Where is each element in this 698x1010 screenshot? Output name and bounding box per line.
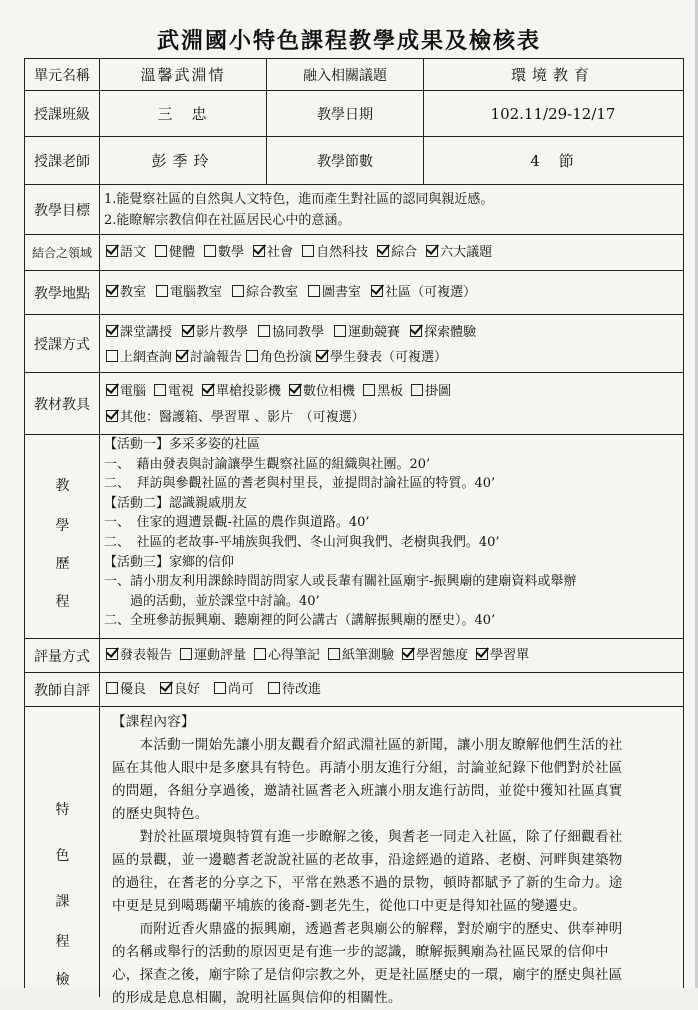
process-row xyxy=(25,435,683,639)
material-option[interactable] xyxy=(287,384,355,399)
feature-label-char: 色 xyxy=(55,848,70,864)
assessment-option[interactable] xyxy=(178,648,246,663)
option-label: 單槍投影機 xyxy=(216,384,282,399)
process-line: 一、 住家的週遭景觀-社區的農作與道路。40’ xyxy=(104,515,370,531)
feature-label-char: 特 xyxy=(55,802,70,818)
methods-label: 授課方式 xyxy=(25,315,100,372)
method-option[interactable] xyxy=(104,325,172,340)
option-label: 良好 xyxy=(174,682,201,697)
unit-label: 單元名稱 xyxy=(25,59,100,90)
domain-option[interactable] xyxy=(202,245,244,260)
checkbox[interactable] xyxy=(377,245,389,257)
checkbox[interactable] xyxy=(426,245,438,257)
page-title: 武淵國小特色課程教學成果及檢核表 xyxy=(156,29,541,54)
feature-heading: 【課程內容】 xyxy=(112,714,195,730)
checkbox[interactable] xyxy=(156,285,168,297)
method-option[interactable] xyxy=(332,325,400,340)
methods-options xyxy=(100,315,683,372)
teacher-row xyxy=(25,137,683,185)
goal-item: 1.能覺察社區的自然與人文特色，進而產生對社區的認同與親近感。 xyxy=(104,192,494,207)
class-value: 三 忠 xyxy=(100,91,267,136)
feature-line: 的形成是息息相關，說明社區與信仰的相關性。 xyxy=(112,990,402,1006)
location-option[interactable] xyxy=(230,285,298,300)
option-label: 探索體驗 xyxy=(424,325,477,340)
feature-line: 本活動一開始先讓小朋友觀看介紹武淵社區的新聞，讓小朋友瞭解他們生活的社 xyxy=(112,737,623,753)
checkbox[interactable] xyxy=(308,285,320,297)
locations-label: 教學地點 xyxy=(25,271,100,314)
domains-row xyxy=(25,235,683,271)
process-line: 二、 社區的老故事-平埔族與我們、冬山河與我們、老樹與我們。40’ xyxy=(104,534,500,550)
assessment-option[interactable] xyxy=(400,648,468,663)
locations-options xyxy=(100,271,683,314)
option-label: 健體 xyxy=(169,245,196,260)
locations-row xyxy=(25,271,683,315)
assessment-option[interactable] xyxy=(104,648,172,663)
domain-option[interactable] xyxy=(375,245,417,260)
checkbox[interactable] xyxy=(214,682,226,694)
method-option[interactable] xyxy=(244,350,312,365)
periods-value: 4 節 xyxy=(530,152,576,170)
material-option[interactable] xyxy=(409,384,451,399)
option-label: 社區（可複選） xyxy=(385,285,477,300)
material-option[interactable] xyxy=(152,384,194,399)
checkbox[interactable] xyxy=(253,245,265,257)
process-line: 一、請小朋友利用課餘時間訪問家人或長輩有關社區廟宇-振興廟的建廟資料或舉辦 xyxy=(104,574,577,590)
checkbox[interactable] xyxy=(258,325,270,337)
materials-label: 教材教具 xyxy=(25,373,100,434)
method-option[interactable] xyxy=(104,350,172,365)
domains-label: 結合之領域 xyxy=(25,235,100,270)
topic-label: 融入相關議題 xyxy=(267,59,424,90)
class-row xyxy=(25,91,683,137)
checkbox[interactable] xyxy=(268,682,280,694)
process-line: 【活動一】多采多姿的社區 xyxy=(104,437,261,452)
checkbox[interactable] xyxy=(176,350,188,362)
evaluation-form xyxy=(24,58,684,1006)
checkbox[interactable] xyxy=(106,245,118,257)
option-label: 影片教學 xyxy=(196,325,249,340)
process-line: 【活動二】認識親戚朋友 xyxy=(104,495,248,511)
checkbox[interactable] xyxy=(316,350,328,362)
method-option[interactable] xyxy=(408,325,476,340)
option-label: 心得筆記 xyxy=(268,648,321,663)
checkbox[interactable] xyxy=(232,285,244,297)
process-content xyxy=(100,435,683,638)
goals-label: 教學目標 xyxy=(25,185,100,234)
option-label: 課堂講授 xyxy=(120,325,173,340)
location-option[interactable] xyxy=(104,285,146,300)
option-label: 優良 xyxy=(120,682,147,697)
option-label: 自然科技 xyxy=(316,245,369,260)
method-option[interactable] xyxy=(180,325,248,340)
option-label: 綜合 xyxy=(391,245,418,260)
checkbox[interactable] xyxy=(402,648,414,660)
process-line: 過的活動，並於課堂中討論。40’ xyxy=(104,593,320,609)
unit-value: 溫馨武淵情 xyxy=(100,59,267,90)
date-value: 102.11/29-12/17 xyxy=(490,104,616,123)
domains-options xyxy=(100,235,683,270)
checkbox[interactable] xyxy=(202,384,214,396)
option-label: 學習態度 xyxy=(416,648,469,663)
option-label: 學習單 xyxy=(490,648,530,663)
assessment-option[interactable] xyxy=(326,648,394,663)
material-option[interactable] xyxy=(104,384,146,399)
unit-row xyxy=(25,59,683,91)
option-label: 尚可 xyxy=(228,682,255,697)
option-label: 待改進 xyxy=(282,682,322,697)
feature-line: 區在其他人眼中是多麼具有特色。再請小朋友進行分組，討論並紀錄下他們對於社區 xyxy=(112,760,623,776)
assessment-label: 評量方式 xyxy=(25,639,100,672)
date-label: 教學日期 xyxy=(267,91,424,136)
checkbox[interactable] xyxy=(254,648,266,660)
process-label-char: 教 xyxy=(55,478,70,494)
checkbox[interactable] xyxy=(289,384,301,396)
materials-row xyxy=(25,373,683,435)
class-label: 授課班級 xyxy=(25,91,100,136)
checkbox[interactable] xyxy=(106,410,118,422)
checkbox[interactable] xyxy=(371,285,383,297)
option-label: 電腦教室 xyxy=(170,285,223,300)
feature-line: 的名稱或舉行的活動的原因更是有進一步的認識，瞭解振興廟為社區民眾的信仰中 xyxy=(112,944,609,960)
checkbox[interactable] xyxy=(328,648,340,660)
feature-label xyxy=(25,707,100,997)
option-label: 社會 xyxy=(267,245,294,260)
goal-item: 2.能瞭解宗教信仰在社區居民心中的意涵。 xyxy=(104,213,351,228)
location-option[interactable] xyxy=(154,285,222,300)
option-label: 數位相機 xyxy=(303,384,356,399)
feature-line: 的歷史與特色。 xyxy=(112,806,209,822)
self-eval-label: 教師自評 xyxy=(25,673,100,706)
location-option[interactable] xyxy=(306,285,361,300)
option-label: 語文 xyxy=(120,245,147,260)
method-option[interactable] xyxy=(256,325,324,340)
option-label: 其他：醫護箱、學習單 、影片 （可複選） xyxy=(120,410,365,425)
feature-line: 而附近香火鼎盛的振興廟，透過耆老與廟公的解釋，對於廟宇的歷史、供奉神明 xyxy=(112,921,623,937)
teacher-label: 授課老師 xyxy=(25,137,100,184)
option-label: 六大議題 xyxy=(440,245,493,260)
checkbox[interactable] xyxy=(106,648,118,660)
option-label: 紙筆測驗 xyxy=(342,648,395,663)
feature-line: 的問題，各組分享過後，邀請社區耆老入班讓小朋友進行訪問，並從中獲知社區真實 xyxy=(112,783,623,799)
checkbox[interactable] xyxy=(204,245,216,257)
checkbox[interactable] xyxy=(180,648,192,660)
domain-option[interactable] xyxy=(300,245,368,260)
option-label: 協同教學 xyxy=(272,325,325,340)
checkbox[interactable] xyxy=(246,350,258,362)
option-label: 電視 xyxy=(168,384,195,399)
feature-line: 中更是見到噶瑪蘭平埔族的後裔-劉老先生，從他口中更是得知社區的變遷史。 xyxy=(112,898,587,914)
assessment-option[interactable] xyxy=(252,648,320,663)
feature-label-char: 程 xyxy=(55,934,70,950)
feature-content xyxy=(100,707,683,1010)
self-eval-row xyxy=(25,673,683,707)
goals-row xyxy=(25,185,683,235)
option-label: 學生發表（可複選） xyxy=(330,350,448,365)
checkbox[interactable] xyxy=(154,384,166,396)
material-option[interactable] xyxy=(200,384,281,399)
checkbox[interactable] xyxy=(182,325,194,337)
option-label: 討論報告 xyxy=(190,350,243,365)
feature-line: 心，探查之後，廟宇除了是信仰宗教之外，更是社區歷史的一環，廟宇的歷史與社區 xyxy=(112,967,623,983)
checkbox[interactable] xyxy=(160,682,172,694)
goals-content xyxy=(100,185,683,234)
domain-option[interactable] xyxy=(153,245,195,260)
process-label xyxy=(25,435,100,638)
process-label-char: 學 xyxy=(55,518,70,534)
process-line: 二、全班參訪振興廟、聽廟裡的阿公講古（講解振興廟的歷史）。40’ xyxy=(104,613,496,629)
domain-option[interactable] xyxy=(104,245,146,260)
feature-line: 對於社區環境與特質有進一步瞭解之後，與耆老一同走入社區，除了仔細觀看社 xyxy=(112,829,623,845)
process-label-char: 歷 xyxy=(55,556,70,572)
assessment-option[interactable] xyxy=(474,648,529,663)
process-label-char: 程 xyxy=(55,594,70,610)
checkbox[interactable] xyxy=(106,384,118,396)
feature-line: 的過往，在耆老的分享之下，平常在熟悉不過的景物，頓時都賦予了新的生命力。途 xyxy=(112,875,623,891)
method-option[interactable] xyxy=(174,350,242,365)
checkbox[interactable] xyxy=(410,325,422,337)
feature-row xyxy=(25,707,683,1006)
option-label: 運動評量 xyxy=(194,648,247,663)
material-option[interactable] xyxy=(104,410,365,425)
material-option[interactable] xyxy=(361,384,403,399)
location-option[interactable] xyxy=(369,285,476,300)
self-eval-option[interactable] xyxy=(158,682,200,697)
option-label: 數學 xyxy=(218,245,245,260)
checkbox[interactable] xyxy=(411,384,423,396)
method-option[interactable] xyxy=(314,350,447,365)
checkbox[interactable] xyxy=(106,682,118,694)
checkbox[interactable] xyxy=(302,245,314,257)
teacher-value: 彭季玲 xyxy=(100,137,267,184)
process-line: 二、 拜訪與參觀社區的耆老與村里長，並提問討論社區的特質。40’ xyxy=(104,476,496,492)
checkbox[interactable] xyxy=(155,245,167,257)
option-label: 綜合教室 xyxy=(246,285,299,300)
checkbox[interactable] xyxy=(106,325,118,337)
option-label: 教室 xyxy=(120,285,147,300)
checkbox[interactable] xyxy=(363,384,375,396)
checkbox[interactable] xyxy=(334,325,346,337)
feature-line: 區的景觀，並一邊聽耆老說說社區的老故事，沿途經過的道路、老樹、河畔與建築物 xyxy=(112,852,623,868)
methods-row xyxy=(25,315,683,373)
checkbox[interactable] xyxy=(106,350,118,362)
periods-label: 教學節數 xyxy=(267,137,424,184)
option-label: 運動競賽 xyxy=(348,325,401,340)
assessment-options xyxy=(100,639,683,672)
domain-option[interactable] xyxy=(251,245,293,260)
self-eval-option[interactable] xyxy=(266,682,321,697)
feature-label-char: 檢 xyxy=(55,972,70,988)
topic-value: 環境教育 xyxy=(510,66,595,84)
process-line: 一、 藉由發表與討論讓學生觀察社區的組織與社團。20’ xyxy=(104,456,431,472)
option-label: 上網查詢 xyxy=(120,350,173,365)
checkbox[interactable] xyxy=(476,648,488,660)
feature-label-char: 課 xyxy=(55,894,70,910)
option-label: 掛圖 xyxy=(425,384,452,399)
assessment-row xyxy=(25,639,683,673)
materials-options xyxy=(100,373,683,434)
self-eval-option[interactable] xyxy=(104,682,146,697)
option-label: 電腦 xyxy=(120,384,147,399)
process-line: 【活動三】家鄉的信仰 xyxy=(104,554,235,570)
option-label: 角色扮演 xyxy=(260,350,313,365)
option-label: 發表報告 xyxy=(120,648,173,663)
option-label: 圖書室 xyxy=(322,285,362,300)
checkbox[interactable] xyxy=(106,285,118,297)
option-label: 黑板 xyxy=(377,384,404,399)
self-eval-options xyxy=(100,673,683,706)
self-eval-option[interactable] xyxy=(212,682,254,697)
domain-option[interactable] xyxy=(424,245,492,260)
